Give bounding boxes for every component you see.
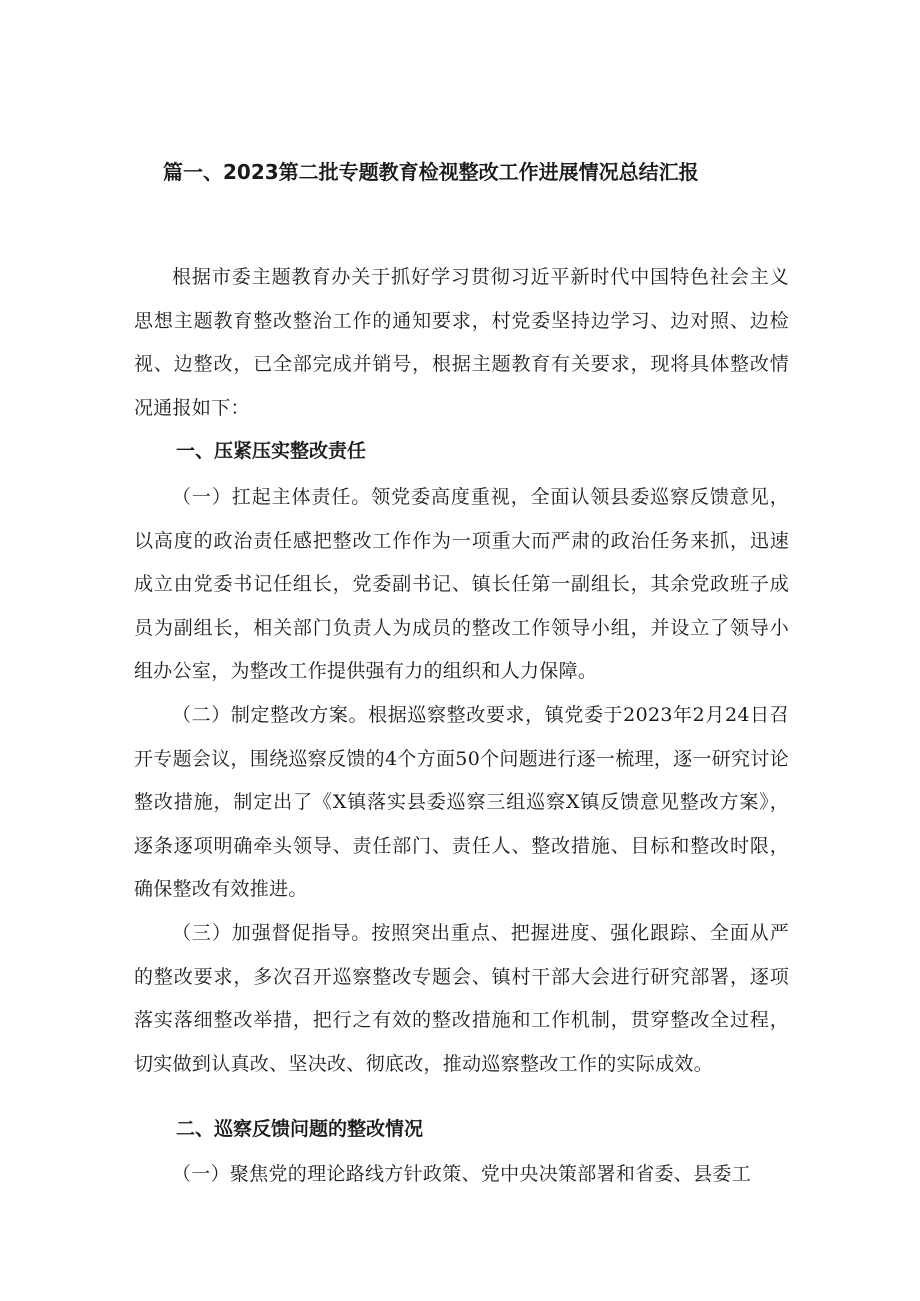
document-title: 篇一、2023第二批专题教育检视整改工作进展情况总结汇报: [163, 160, 699, 184]
intro-paragraph: 根据市委主题教育办关于抓好学习贯彻习近平新时代中国特色社会主义思想主题教育整改整治工作的通知要求，村党委坚持边学习、边对照、边检视、边整改，已全部完成并销号，根据主题教育有关要求，现将具体整改情况通报如下：: [134, 266, 789, 419]
paragraph-focus-party-theory: （一）聚焦党的理论路线方针政策、党中央决策部署和省委、县委工: [172, 1163, 752, 1185]
section-heading-inspection-feedback: 二、巡察反馈问题的整改情况: [176, 1118, 424, 1140]
paragraph-supervision-guidance: （三）加强督促指导。按照突出重点、把握进度、强化跟踪、全面从严的整改要求，多次召开巡察整改专题会、镇村干部大会进行研究部署，逐项落实落细整改举措，把行之有效的整改措施和工作机制，贯穿整改全过程，切实做到认真改、坚决改、彻底改，推动巡察整改工作的实际成效。: [134, 922, 789, 1075]
section-heading-responsibility: 一、压紧压实整改责任: [176, 440, 367, 462]
paragraph-rectification-plan: （二）制定整改方案。根据巡察整改要求，镇党委于2023年2月24日召开专题会议，围绕巡察反馈的4个方面50个问题进行逐一梳理，逐一研究讨论整改措施，制定出了《X镇落实县委巡察三组巡察X镇反馈意见整改方案》，逐条逐项明确牵头领导、责任部门、责任人、整改措施、目标和整改时限，确保整改有效推进。: [134, 704, 789, 900]
paragraph-main-responsibility: （一）扛起主体责任。领党委高度重视，全面认领县委巡察反馈意见，以高度的政治责任感把整改工作作为一项重大而严肃的政治任务来抓，迅速成立由党委书记任组长，党委副书记、镇长任第一副组长，其余党政班子成员为副组长，相关部门负责人为成员的整改工作领导小组，并设立了领导小组办公室，为整改工作提供强有力的组织和人力保障。: [134, 486, 789, 682]
